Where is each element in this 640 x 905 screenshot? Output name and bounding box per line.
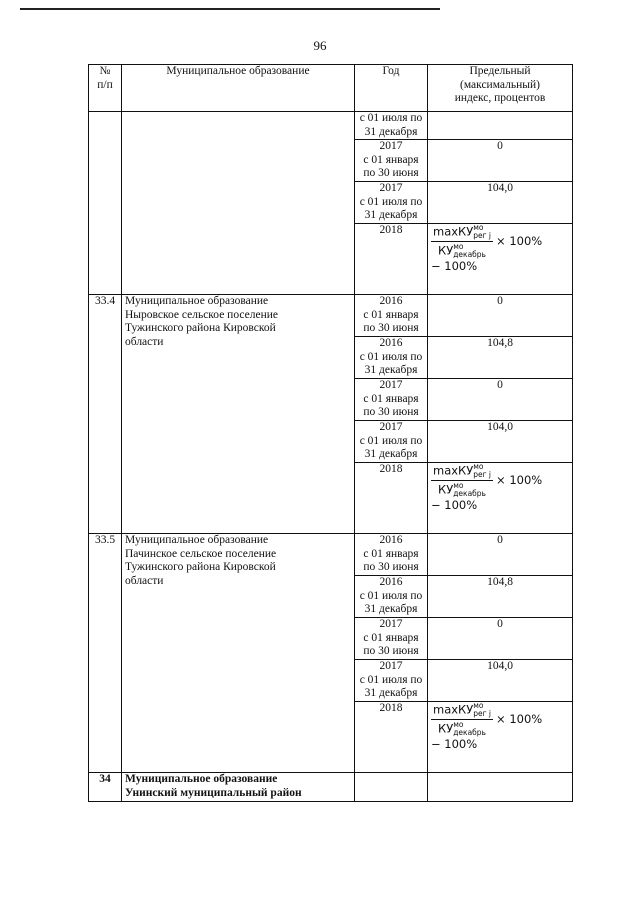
cell-num: 33.4: [89, 295, 122, 534]
table-header-row: [89, 65, 573, 112]
header-index: Предельный (максимальный) индекс, процентов: [428, 65, 573, 112]
index-formula: maxКУ мо рег j КУ мо декабрь × 100% − 100%: [428, 463, 573, 534]
index-formula: maxКУ мо рег j КУ мо декабрь × 100% − 100%: [428, 224, 573, 295]
cell-index: 0: [428, 534, 573, 576]
cell-index: [428, 773, 573, 802]
cell-year: 2016 с 01 января по 30 июня: [355, 295, 428, 337]
cell-year: 2017 с 01 января по 30 июня: [355, 618, 428, 660]
cell-index: 0: [428, 295, 573, 337]
cell-index: 104,0: [428, 421, 573, 463]
cell-municipality: Муниципальное образование Унинский муниципальный район: [122, 773, 355, 802]
cell-year: 2017 с 01 июля по 31 декабря: [355, 660, 428, 702]
cell-year: 2017 с 01 января по 30 июня: [355, 140, 428, 182]
cell-index: 0: [428, 379, 573, 421]
cell-index: 104,8: [428, 576, 573, 618]
tariff-index-table: [88, 64, 573, 802]
table-row: [89, 295, 573, 337]
cell-index: 104,8: [428, 337, 573, 379]
top-rule: [20, 8, 440, 10]
header-year: Год: [355, 65, 428, 112]
cell-municipality: Муниципальное образование Ныровское сельское поселение Тужинского района Кировской области: [122, 295, 355, 534]
page-number: 96: [313, 38, 327, 53]
cell-num: [89, 112, 122, 295]
cell-index: 0: [428, 618, 573, 660]
cell-year: с 01 июля по 31 декабря: [355, 112, 428, 140]
cell-year: 2016 с 01 июля по 31 декабря: [355, 576, 428, 618]
cell-year: 2017 с 01 июля по 31 декабря: [355, 421, 428, 463]
cell-index: [428, 112, 573, 140]
table-row: [89, 112, 573, 140]
cell-index: 0: [428, 140, 573, 182]
cell-year: 2016 с 01 июля по 31 декабря: [355, 337, 428, 379]
cell-year: 2018: [355, 463, 428, 534]
header-municipality: Муниципальное образование: [122, 65, 355, 112]
cell-year: 2018: [355, 702, 428, 773]
cell-year: 2017 с 01 июля по 31 декабря: [355, 182, 428, 224]
cell-num: 34: [89, 773, 122, 802]
cell-num: 33.5: [89, 534, 122, 773]
cell-year: 2018: [355, 224, 428, 295]
table-row: [89, 773, 573, 802]
cell-year: 2017 с 01 января по 30 июня: [355, 379, 428, 421]
cell-municipality: Муниципальное образование Пачинское сельское поселение Тужинского района Кировской области: [122, 534, 355, 773]
cell-year: [355, 773, 428, 802]
header-num: № п/п: [89, 65, 122, 112]
table-row: [89, 534, 573, 576]
cell-year: 2016 с 01 января по 30 июня: [355, 534, 428, 576]
cell-index: 104,0: [428, 182, 573, 224]
index-formula: maxКУ мо рег j КУ мо декабрь × 100% − 100%: [428, 702, 573, 773]
cell-index: 104,0: [428, 660, 573, 702]
cell-municipality: [122, 112, 355, 295]
